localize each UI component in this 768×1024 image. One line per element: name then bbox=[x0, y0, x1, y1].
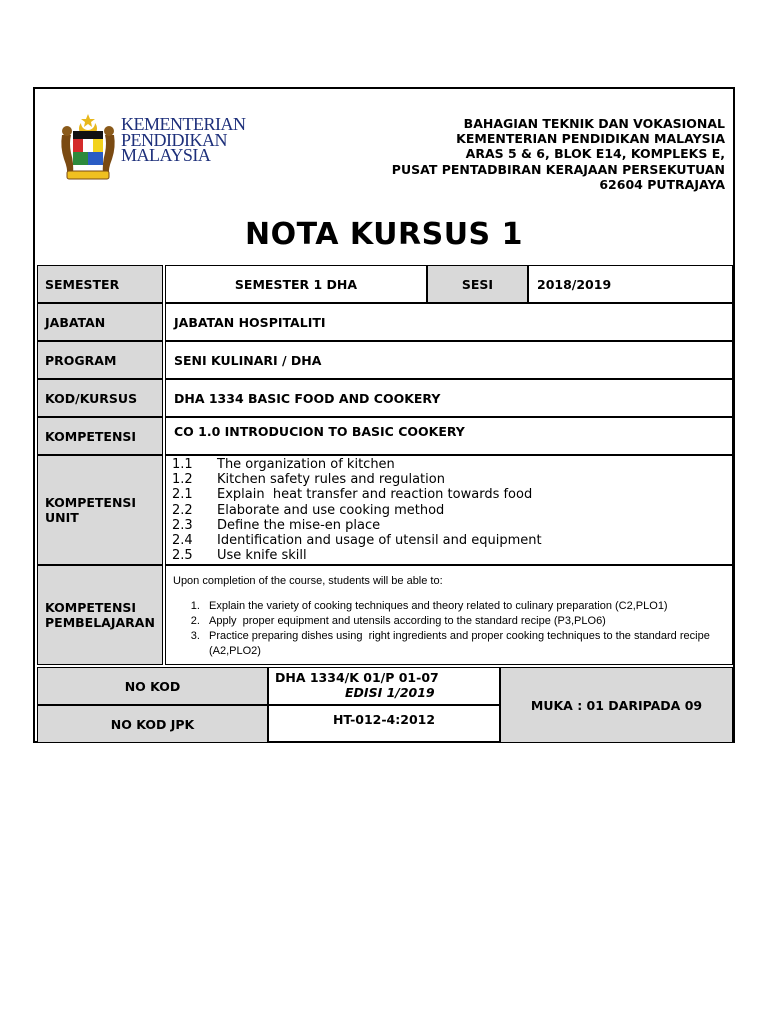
learning-item: 1. Explain the variety of cooking techniques and theory related to culinary preparation (C2,PLO1) bbox=[203, 599, 724, 614]
logo-line-2: PENDIDIKAN bbox=[121, 129, 227, 150]
no-kod-jpk-value: HT-012-4:2012 bbox=[268, 705, 500, 743]
address-line: KEMENTERIAN PENDIDIKAN MALAYSIA bbox=[456, 131, 725, 147]
unit-number: 1.1 bbox=[172, 457, 193, 472]
sesi-label: SESI bbox=[427, 265, 528, 303]
pembelajaran-label-line-2: PEMBELAJARAN bbox=[45, 615, 155, 630]
unit-number: 2.5 bbox=[172, 548, 193, 564]
kompetensi-unit-label bbox=[37, 455, 163, 565]
muka-page-count: MUKA : 01 DARIPADA 09 bbox=[500, 667, 733, 743]
no-kod-text: DHA 1334/K 01/P 01-07 bbox=[275, 670, 439, 685]
kompetensi-unit-label-line-1: KOMPETENSI bbox=[45, 495, 137, 510]
kompetensi-pembelajaran-label bbox=[37, 565, 163, 665]
unit-number: 2.4 bbox=[172, 533, 193, 549]
unit-number: 2.2 bbox=[172, 502, 193, 518]
unit-item bbox=[172, 548, 732, 563]
program-label: PROGRAM bbox=[37, 341, 163, 379]
logo-line-3: MALAYSIA bbox=[121, 145, 211, 165]
unit-item bbox=[172, 518, 732, 533]
unit-text: The organization of kitchen bbox=[217, 457, 395, 472]
page-title: NOTA KURSUS 1 bbox=[245, 217, 523, 252]
kompetensi-value: CO 1.0 INTRODUCION TO BASIC COOKERY bbox=[165, 417, 733, 455]
learning-outcomes bbox=[165, 565, 733, 665]
address-block bbox=[392, 116, 725, 192]
learning-item: 3. Practice preparing dishes using right ingredients and proper cooking techniques to the standard recipe (A2,PLO2) bbox=[203, 629, 724, 659]
learning-item: 2. Apply proper equipment and utensils according to the standard recipe (P3,PLO6) bbox=[203, 614, 724, 629]
jabatan-value: JABATAN HOSPITALITI bbox=[165, 303, 733, 341]
address-line: 62604 PUTRAJAYA bbox=[599, 176, 725, 192]
unit-text: Explain heat transfer and reaction towards food bbox=[217, 487, 533, 503]
no-kod-label: NO KOD bbox=[37, 667, 268, 705]
unit-item bbox=[172, 533, 732, 548]
address-line: ARAS 5 & 6, BLOK E14, KOMPLEKS E, bbox=[465, 146, 725, 162]
address-line: BAHAGIAN TEKNIK DAN VOKASIONAL bbox=[463, 116, 725, 131]
unit-item bbox=[172, 487, 732, 502]
edisi-text: EDISI 1/2019 bbox=[345, 685, 435, 700]
sesi-value: 2018/2019 bbox=[528, 265, 733, 303]
program-value: SENI KULINARI / DHA bbox=[165, 341, 733, 379]
logo-text bbox=[121, 114, 246, 165]
unit-text: Define the mise-en place bbox=[217, 517, 381, 533]
unit-text: Identification and usage of utensil and equipment bbox=[217, 533, 542, 549]
no-kod-value bbox=[268, 667, 500, 705]
semester-value: SEMESTER 1 DHA bbox=[165, 265, 427, 303]
unit-text: Use knife skill bbox=[217, 548, 307, 564]
address-line: PUSAT PENTADBIRAN KERAJAAN PERSEKUTUAN bbox=[391, 161, 725, 177]
unit-number: 2.3 bbox=[172, 517, 193, 533]
document-frame bbox=[33, 87, 735, 743]
learning-list bbox=[173, 599, 724, 659]
unit-text: Elaborate and use cooking method bbox=[217, 502, 445, 518]
jabatan-label: JABATAN bbox=[37, 303, 163, 341]
unit-item bbox=[172, 503, 732, 518]
unit-item bbox=[172, 472, 732, 487]
ministry-logo bbox=[59, 113, 246, 183]
unit-item bbox=[172, 457, 732, 472]
pembelajaran-label-line-1: KOMPETENSI bbox=[45, 600, 137, 615]
unit-text: Kitchen safety rules and regulation bbox=[217, 472, 445, 488]
kompetensi-unit-label-line-2: UNIT bbox=[45, 510, 79, 525]
semester-label: SEMESTER bbox=[37, 265, 163, 303]
unit-number: 1.2 bbox=[172, 472, 193, 488]
kod-kursus-value: DHA 1334 BASIC FOOD AND COOKERY bbox=[165, 379, 733, 417]
kompetensi-label: KOMPETENSI bbox=[37, 417, 163, 455]
logo-line-1: KEMENTERIAN bbox=[121, 114, 246, 134]
unit-number: 2.1 bbox=[172, 487, 193, 503]
coat-of-arms-icon bbox=[59, 113, 117, 183]
kompetensi-unit-list bbox=[165, 455, 733, 565]
learning-intro: Upon completion of the course, students will be able to: bbox=[173, 575, 443, 587]
no-kod-jpk-label: NO KOD JPK bbox=[37, 705, 268, 743]
kod-kursus-label: KOD/KURSUS bbox=[37, 379, 163, 417]
